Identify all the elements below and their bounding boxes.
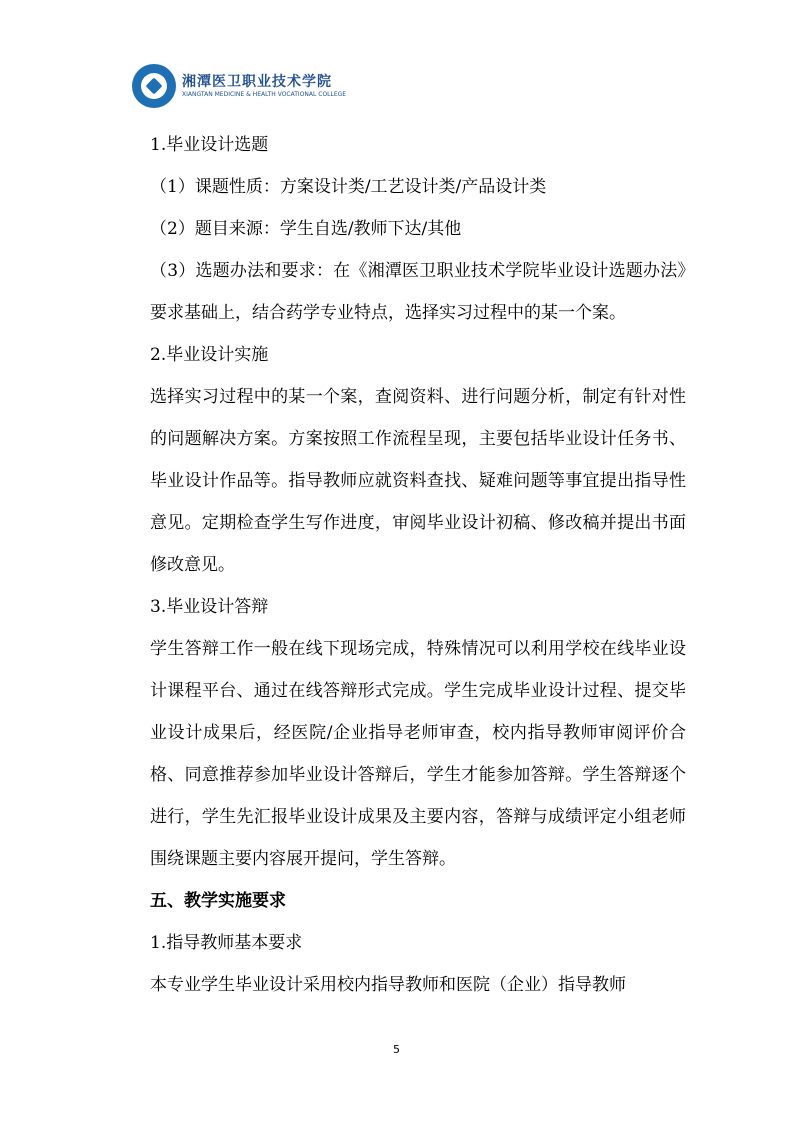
paragraph-implementation: 选择实习过程中的某一个案，查阅资料、进行问题分析，制定有针对性的问题解决方案。方案按照工作流程呈现，主要包括毕业设计任务书、毕业设计作品等。指导教师应就资料查找、疑难问题等事宜提出指导性意见。定期检查学生写作进度，审阅毕业设计初稿、修改稿并提出书面修改意见。 (150, 387, 686, 575)
logo-english-name: XIANGTAN MEDICINE & HEALTH VOCATIONAL COLLEGE (182, 91, 347, 98)
paragraph-method: （3）选题办法和要求：在《湘潭医卫职业技术学院毕业设计选题办法》要求基础上，结合药学专业特点，选择实习过程中的某一个案。 (150, 261, 686, 323)
paragraph-advisor: 本专业学生毕业设计采用校内指导教师和医院（企业）指导教师 (150, 975, 626, 995)
logo-text (182, 73, 346, 99)
section-heading-advisor: 1.指导教师基本要求 (150, 933, 303, 953)
page-header (132, 62, 346, 110)
section-heading-topic: 1.毕业设计选题 (150, 135, 269, 155)
paragraph-nature: （1）课题性质：方案设计类/工艺设计类/产品设计类 (150, 177, 547, 197)
chapter-heading-teaching: 五、教学实施要求 (150, 891, 286, 911)
section-heading-defense: 3.毕业设计答辩 (150, 597, 269, 617)
logo-chinese-name: 湘潭医卫职业技术学院 (182, 74, 332, 90)
section-heading-implementation: 2.毕业设计实施 (150, 345, 269, 365)
paragraph-defense: 学生答辩工作一般在线下现场完成，特殊情况可以利用学校在线毕业设计课程平台、通过在线答辩形式完成。学生完成毕业设计过程、提交毕业设计成果后，经医院/企业指导老师审查，校内指导教师审阅评价合格、同意推荐参加毕业设计答辩后，学生才能参加答辩。学生答辩逐个进行，学生先汇报毕业设计成果及主要内容，答辩与成绩评定小组老师围绕课题主要内容展开提问，学生答辩。 (150, 639, 686, 869)
college-logo-icon (132, 64, 176, 108)
page-number: 5 (393, 1043, 400, 1056)
paragraph-source: （2）题目来源：学生自选/教师下达/其他 (150, 219, 462, 239)
document-body (150, 124, 686, 1006)
